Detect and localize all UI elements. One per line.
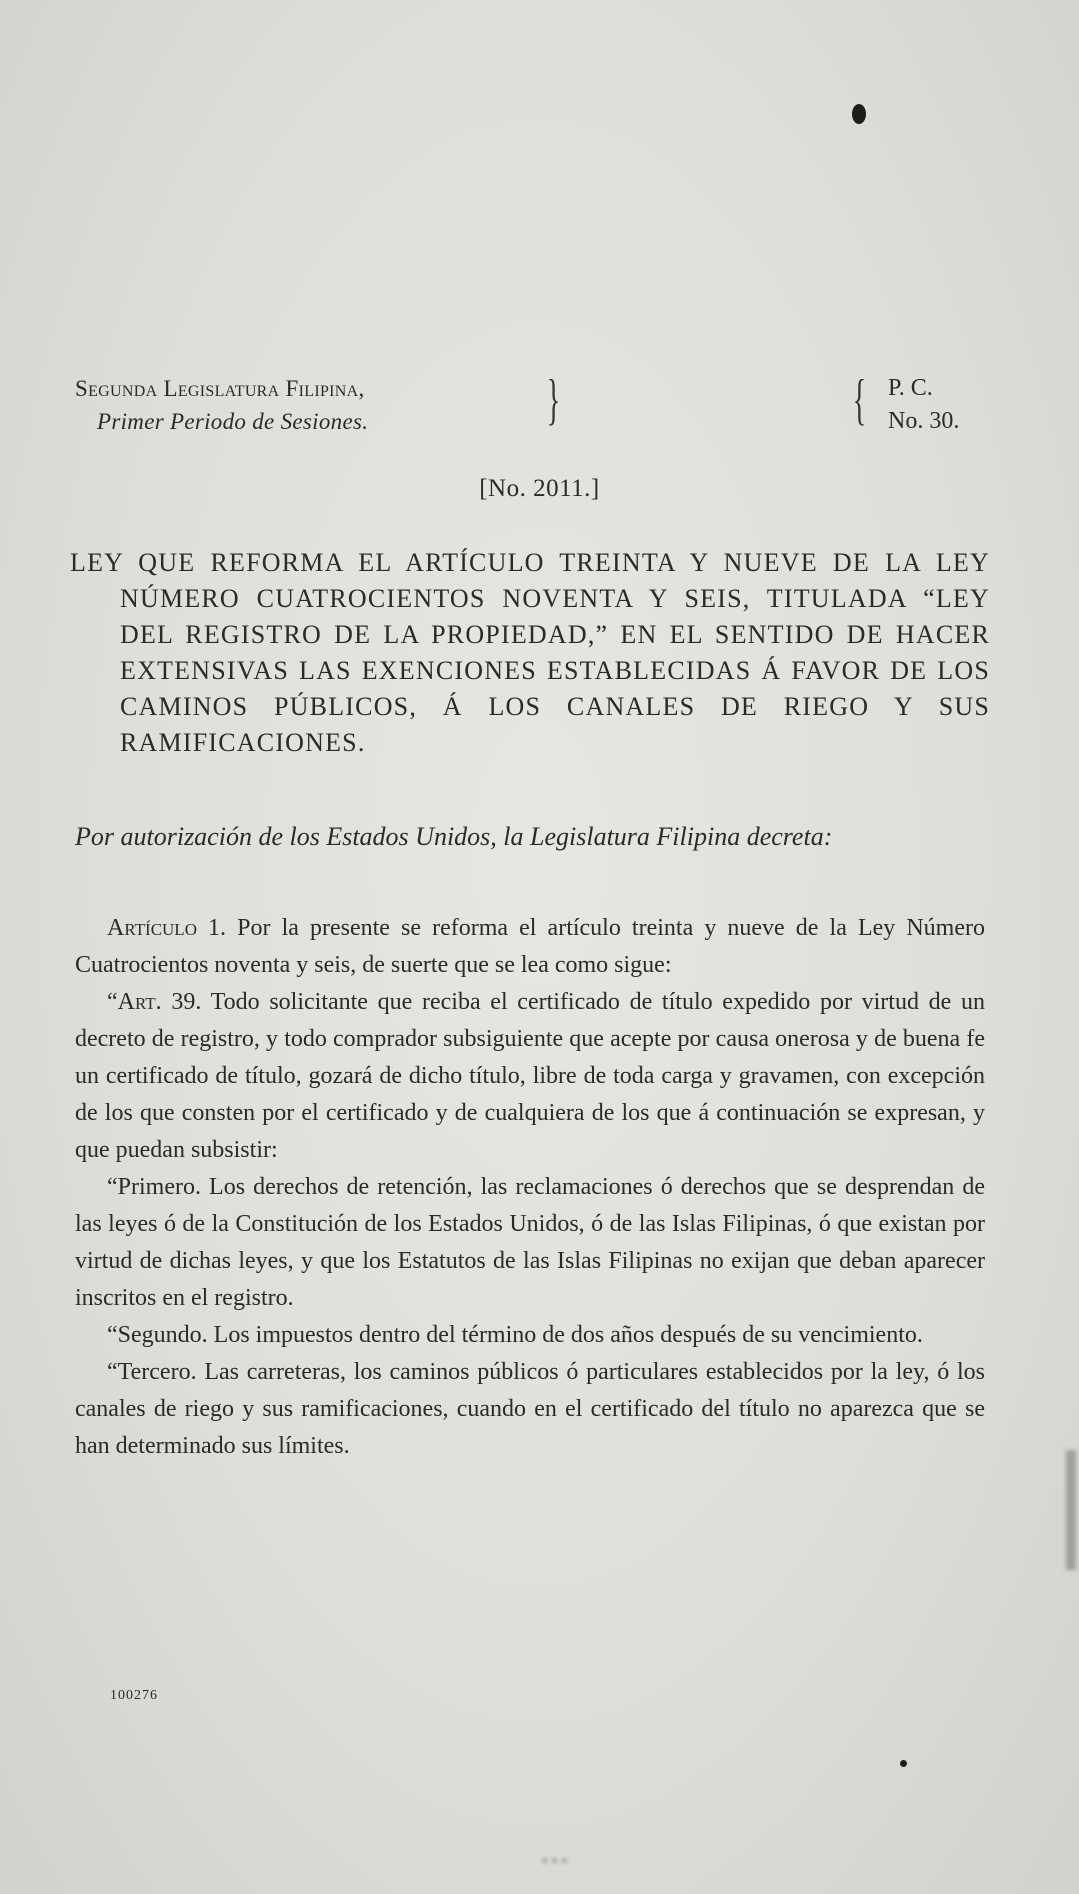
paragraph: “Primero. Los derechos de retención, las reclamaciones ó derechos que se desprendan de las leyes ó de la Constitución de los Estados Unidos, ó de las Islas Filipinas, ó que existan por virtud de dichas leyes, y que los Estatutos de las Islas Filipinas no exijan que deban aparecer inscritos en el registro. bbox=[75, 1174, 985, 1311]
act-title: LEY QUE REFORMA EL ARTÍCULO TREINTA Y NUEVE DE LA LEY NÚMERO CUATROCIENTOS NOVENTA Y SEIS, TITULADA “LEY DEL REGISTRO DE LA PROPIEDAD,” EN EL SENTIDO DE HACER EXTENSIVAS LAS EXENCIONES ESTABLECIDAS Á FAVOR DE LOS CAMINOS PÚBLICOS, Á LOS CANALES DE RIEGO Y SUS RAMIFICACIONES. bbox=[70, 548, 990, 757]
paragraph: “Segundo. Los impuestos dentro del término de dos años después de su vencimiento. bbox=[107, 1322, 923, 1348]
act-number: [No. 2011.] bbox=[479, 475, 600, 502]
enacting-clause: Por autorización de los Estados Unidos, la Legislatura Filipina decreta: bbox=[75, 822, 833, 851]
ink-spot bbox=[900, 1760, 907, 1767]
session-name: Primer Periodo de Sesiones. bbox=[97, 409, 369, 434]
bill-number: No. 30. bbox=[888, 408, 960, 434]
article-heading: Artículo 1. bbox=[107, 915, 227, 941]
paragraph: “Tercero. Las carreteras, los caminos públicos ó particulares establecidos por la ley, ó los canales de riego y sus ramificaciones, cuando en el certificado del título no aparezca que se han determinado sus límites. bbox=[75, 1359, 985, 1459]
brace: } bbox=[546, 369, 561, 431]
brace: { bbox=[852, 369, 867, 431]
ink-spot bbox=[852, 104, 866, 124]
act-body bbox=[75, 910, 985, 1465]
faded-stamp-mark: ••• bbox=[540, 1846, 570, 1877]
legislature-header bbox=[75, 372, 368, 438]
legislature-name: Segunda Legislatura Filipina, bbox=[75, 376, 365, 401]
paragraph-text: Todo solicitante que reciba el certificado de título expedido por virtud de un decreto de registro, y todo comprador subsiguiente que acepte por causa onerosa y de buena fe un certificado de título, gozará de dicho título, libre de toda carga y gravamen, con excepción de los que consten por el certificado y de cualquiera de los que á continuación se expresan, y que puedan subsistir: bbox=[75, 989, 986, 1163]
article-heading: “Art. 39. bbox=[107, 989, 202, 1015]
paragraph bbox=[75, 984, 985, 1169]
paragraph-text: Por la presente se reforma el artículo treinta y nueve de la Ley Número Cuatrocientos noventa y seis, de suerte que se lea como sigue: bbox=[75, 915, 985, 978]
paragraph bbox=[75, 910, 985, 984]
print-code: 100276 bbox=[110, 1688, 158, 1703]
bill-reference bbox=[880, 372, 959, 438]
bill-type: P. C. bbox=[888, 375, 933, 401]
paper-edge-stain bbox=[1066, 1450, 1076, 1570]
